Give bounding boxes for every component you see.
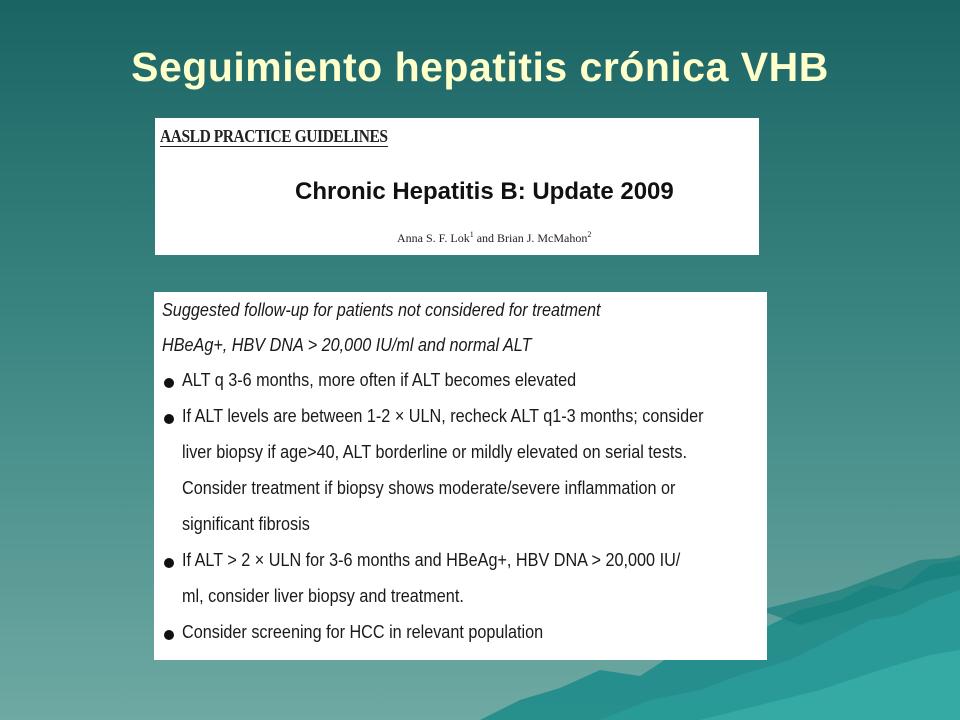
slide-title: Seguimiento hepatitis crónica VHB <box>131 44 829 90</box>
followup-line: liver biopsy if age>40, ALT borderline or mildly elevated on serial tests. <box>182 442 688 462</box>
followup-line: Consider screening for HCC in relevant population <box>182 622 544 642</box>
followup-line: Consider treatment if biopsy shows moderate/severe inflammation or <box>182 478 676 498</box>
followup-excerpt <box>154 292 767 660</box>
bullet-icon <box>164 630 174 640</box>
bullet-icon <box>164 414 174 424</box>
journal-section-label: AASLD PRACTICE GUIDELINES <box>160 126 388 146</box>
bullet-icon <box>164 378 174 388</box>
followup-subheading: HBeAg+, HBV DNA > 20,000 IU/ml and normal ALT <box>162 335 532 355</box>
paper-authors <box>397 230 591 246</box>
author-1-affiliation: 1 <box>469 230 474 239</box>
paper-title: Chronic Hepatitis B: Update 2009 <box>295 178 674 205</box>
followup-line: ml, consider liver biopsy and treatment. <box>182 586 464 606</box>
author-1: Anna S. F. Lok <box>397 231 470 245</box>
followup-line: If ALT > 2 × ULN for 3-6 months and HBeAg+, HBV DNA > 20,000 IU/ <box>182 550 681 570</box>
followup-heading: Suggested follow-up for patients not considered for treatment <box>162 300 601 320</box>
bullet-icon <box>164 558 174 568</box>
paper-header-excerpt <box>155 118 759 255</box>
author-2: and Brian J. McMahon <box>473 231 588 245</box>
followup-line: If ALT levels are between 1-2 × ULN, recheck ALT q1-3 months; consider <box>182 406 704 426</box>
author-2-affiliation: 2 <box>587 230 592 239</box>
followup-line: significant fibrosis <box>182 514 310 534</box>
followup-line: ALT q 3-6 months, more often if ALT becomes elevated <box>182 370 577 390</box>
